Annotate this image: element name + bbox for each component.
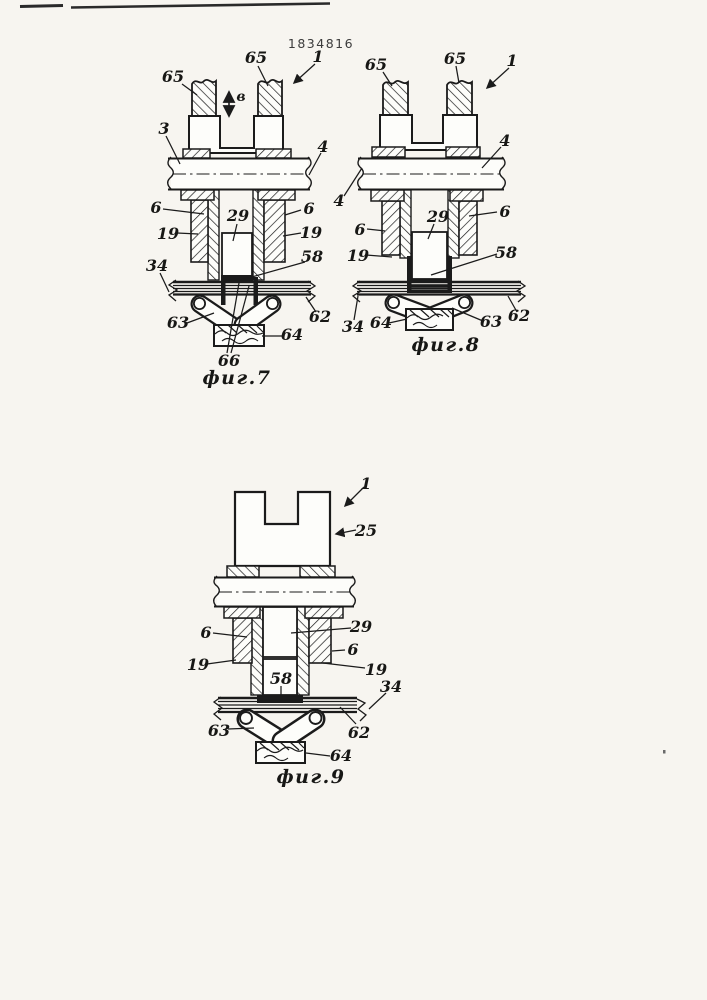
fig8-label-6-right: 6: [499, 202, 511, 221]
fig7-holder: [189, 116, 283, 153]
fig9-shaft: [214, 576, 356, 607]
fig9-foot-right: [300, 566, 335, 577]
fig7-label-29: 29: [226, 206, 250, 225]
fig7-rod-right: [258, 80, 282, 116]
fig7-label-1: 1: [312, 47, 324, 66]
fig8-shaft: [358, 157, 506, 190]
fig7-shaft: [168, 157, 312, 190]
fig7-sleeve-right: [264, 200, 285, 262]
fig7-label-4: 4: [317, 137, 329, 156]
fig7-caption: фиг.7: [202, 367, 272, 389]
fig7-rod-left: [192, 80, 216, 116]
fig8-label-34: 34: [341, 317, 365, 336]
fig8-label-65-right: 65: [443, 49, 467, 68]
fig9-label-19-left: 19: [186, 655, 210, 674]
fig8-label-19-left: 19: [346, 246, 370, 265]
fig7-sleeve-left: [191, 200, 208, 262]
fig9-caption: фиг.9: [276, 766, 346, 788]
fig7-label-63: 63: [166, 313, 190, 332]
fig7-label-19-right: 19: [299, 223, 323, 242]
fig9-label-25: 25: [354, 521, 378, 540]
fig8-foot-left: [372, 147, 405, 157]
fig9-lever-right: [282, 712, 322, 741]
fig8-holder: [380, 115, 477, 150]
fig7-flange-right: [258, 190, 295, 200]
fig8-sleeve-right: [459, 201, 477, 255]
fig8-label-4-right: 4: [499, 131, 511, 150]
fig7-flange-left: [181, 190, 214, 200]
fig7-label-3: 3: [158, 119, 170, 138]
fig7-label-65-left: 65: [161, 67, 185, 86]
fig7-foot-left: [183, 149, 210, 158]
fig9-label-34: 34: [379, 677, 403, 696]
fig8-rod-right: [447, 81, 472, 115]
fig7-label-64: 64: [280, 325, 304, 344]
fig8-label-62: 62: [507, 306, 531, 325]
fig8-flange-left: [371, 190, 404, 201]
fig9-label-1: 1: [360, 474, 372, 493]
fig9-label-6-right: 6: [347, 640, 359, 659]
fig8-label-29: 29: [426, 207, 450, 226]
fig9-support-64: [256, 742, 305, 763]
fig9-guide-right: [297, 607, 309, 695]
fig7-label-34: 34: [145, 256, 169, 275]
fig8-label-4-left: 4: [333, 191, 345, 210]
fig9-punch-upper: [263, 607, 297, 657]
fig7-label-58: 58: [300, 247, 324, 266]
fig8-sleeve-left: [382, 201, 400, 255]
scan-speck: [663, 750, 666, 754]
fig7-label-65-right: 65: [244, 48, 268, 67]
fig9-label-19-right: 19: [364, 660, 388, 679]
fig9-break-right: [357, 699, 366, 721]
fig8-guide-tip-left: [407, 256, 412, 293]
fig8-label-58: 58: [494, 243, 518, 262]
fig7-foot-right: [256, 149, 291, 158]
fig8-label-64: 64: [369, 313, 393, 332]
fig8-rod-left: [383, 81, 408, 115]
fig7-guide-right: [253, 190, 264, 280]
fig9-label-29: 29: [349, 617, 373, 636]
fig9-guide-left: [251, 607, 263, 695]
figure-8: [333, 49, 530, 356]
fig7-label-62: 62: [308, 307, 332, 326]
fig9-label-64: 64: [329, 746, 353, 765]
fig9-flange-left: [224, 607, 260, 618]
fig8-label-65-left: 65: [364, 55, 388, 74]
fig7-label-direction: в: [236, 89, 246, 105]
fig7-punch: [222, 233, 252, 278]
fig7-label-66: 66: [217, 351, 241, 370]
fig8-insert-58: [411, 279, 448, 293]
fig9-label-62: 62: [347, 723, 371, 742]
fig9-holder-25: [235, 492, 330, 566]
top-rule: [20, 4, 330, 8]
fig7-sheet-stack: [173, 282, 311, 295]
patent-number: 1834816: [287, 36, 355, 51]
fig9-label-58: 58: [269, 669, 293, 688]
figure-9: [187, 474, 402, 788]
fig7-lever-right: [243, 298, 278, 325]
fig8-label-6-left: 6: [354, 220, 366, 239]
fig8-flange-right: [450, 190, 483, 201]
fig7-guide-left: [208, 190, 219, 280]
fig7-label-6-left: 6: [150, 198, 162, 217]
fig7-guide-tip-left: [221, 277, 226, 305]
fig9-foot-left: [227, 566, 259, 577]
fig9-flange-right: [305, 607, 343, 618]
fig9-label-6-left: 6: [200, 623, 212, 642]
fig8-support-64: [406, 309, 453, 330]
fig9-label-63: 63: [207, 721, 231, 740]
fig7-label-6-right: 6: [303, 199, 315, 218]
fig7-guide-tip-right: [254, 277, 259, 305]
fig8-foot-right: [446, 147, 480, 157]
fig7-label-19-left: 19: [156, 224, 180, 243]
figure-7: [146, 47, 331, 389]
fig9-sleeve-right: [309, 618, 331, 663]
fig8-caption: фиг.8: [411, 334, 481, 356]
fig9-sleeve-left: [233, 618, 252, 663]
fig8-label-1: 1: [506, 51, 518, 70]
fig8-label-63: 63: [479, 312, 503, 331]
fig8-guide-tip-right: [448, 256, 453, 293]
fig7-support-64: [214, 325, 264, 346]
